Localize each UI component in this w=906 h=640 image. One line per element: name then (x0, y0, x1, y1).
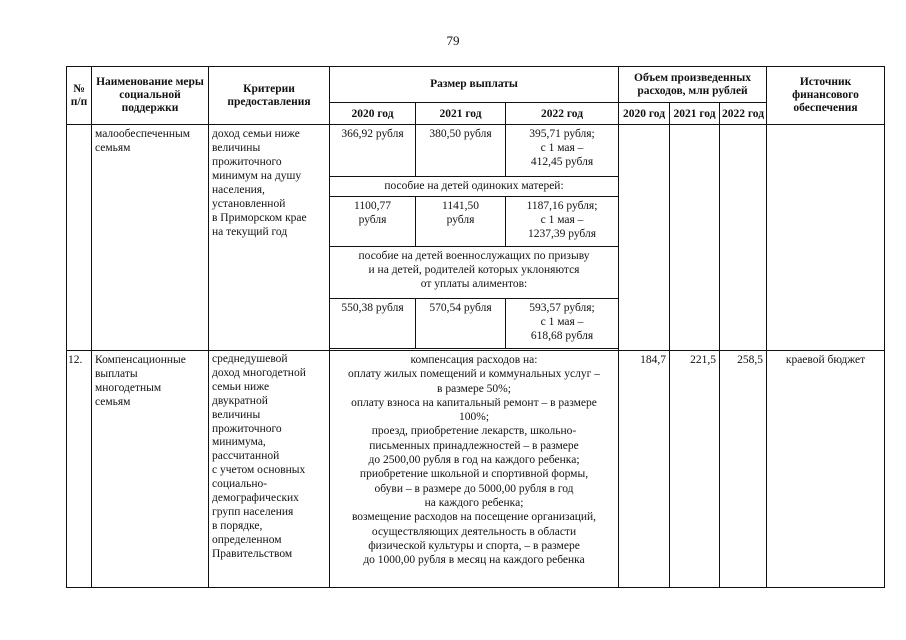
expense-2021-value: 221,5 (670, 351, 720, 588)
single-mothers-benefit-label: пособие на детей одиноких матерей: (330, 177, 619, 197)
header-num: № п/п (67, 67, 92, 125)
measure-name-cell: малообеспеченным семьям (92, 125, 209, 351)
payment-2020-cell: 1100,77 рубля (330, 197, 416, 247)
expense-2020-value: 184,7 (619, 351, 670, 588)
funding-source-cell (767, 125, 885, 351)
row-number-cell: 12. (67, 351, 92, 588)
criteria-cell: доход семьи ниже величины прожиточного минимум на душу населения, установленной в Приморском крае на текущий год (209, 125, 330, 351)
payment-2022-cell: 1187,16 рубля; с 1 мая – 1237,39 рубля (506, 197, 619, 247)
header-payment-2020: 2020 год (330, 103, 416, 125)
header-expense-2022: 2022 год (720, 103, 767, 125)
payment-2022-cell: 395,71 рубля; с 1 мая – 412,45 рубля (506, 125, 619, 177)
expense-2022-value: 258,5 (720, 351, 767, 588)
criteria-cell: среднедушевой доход многодетной семьи ниже двукратной величины прожиточного минимума, рассчитанной с учетом основных социально- демографических групп населения в порядке, определенном Правительством (209, 351, 330, 588)
row-number-cell (67, 125, 92, 351)
expense-2022-cell (720, 125, 767, 351)
payment-2021-cell: 1141,50 рубля (416, 197, 506, 247)
payment-2022-cell: 593,57 рубля; с 1 мая – 618,68 рубля (506, 299, 619, 349)
expense-2021-cell (670, 125, 720, 351)
header-expense-2021: 2021 год (670, 103, 720, 125)
header-funding-source: Источник финансового обеспечения (767, 67, 885, 125)
header-payment-2021: 2021 год (416, 103, 506, 125)
header-measure-name: Наименование меры социальной поддержки (92, 67, 209, 125)
compensation-description-cell: компенсация расходов на: оплату жилых помещений и коммунальных услуг – в размере 50%; оплату взноса на капитальный ремонт – в размере 100%; проезд, приобретение лекарств, школьно- письменных принадлежностей – в размере до 2500,00 рубля в год на каждого ребенка; приобретение школьной и спортивной формы, обуви – в размере до 5000,00 рубля в год на каждого ребенка; возмещение расходов на посещение организаций, осуществляющих деятельность в области физической культуры и спорта, – в размере до 1000,00 рубля в месяц на каждого ребенка (330, 351, 619, 588)
payment-2021-cell: 570,54 рубля (416, 299, 506, 349)
measure-name-cell: Компенсационные выплаты многодетным семьям (92, 351, 209, 588)
page-number: 79 (446, 33, 460, 48)
header-row-1 (67, 67, 885, 103)
payment-2020-cell: 550,38 рубля (330, 299, 416, 349)
table-row (67, 351, 885, 588)
header-payment-size: Размер выплаты (330, 67, 619, 103)
header-criteria: Критерии предоставления (209, 67, 330, 125)
header-expense-2020: 2020 год (619, 103, 670, 125)
expense-2020-cell (619, 125, 670, 351)
table-row (67, 125, 885, 177)
military-children-benefit-label: пособие на детей военнослужащих по призыву и на детей, родителей которых уклоняются от уплаты алиментов: (330, 247, 619, 299)
header-payment-2022: 2022 год (506, 103, 619, 125)
header-expenses: Объем произведенных расходов, млн рублей (619, 67, 767, 103)
payment-2021-cell: 380,50 рубля (416, 125, 506, 177)
payment-2020-cell: 366,92 рубля (330, 125, 416, 177)
social-support-table (66, 66, 885, 588)
funding-source-value: краевой бюджет (767, 351, 885, 588)
